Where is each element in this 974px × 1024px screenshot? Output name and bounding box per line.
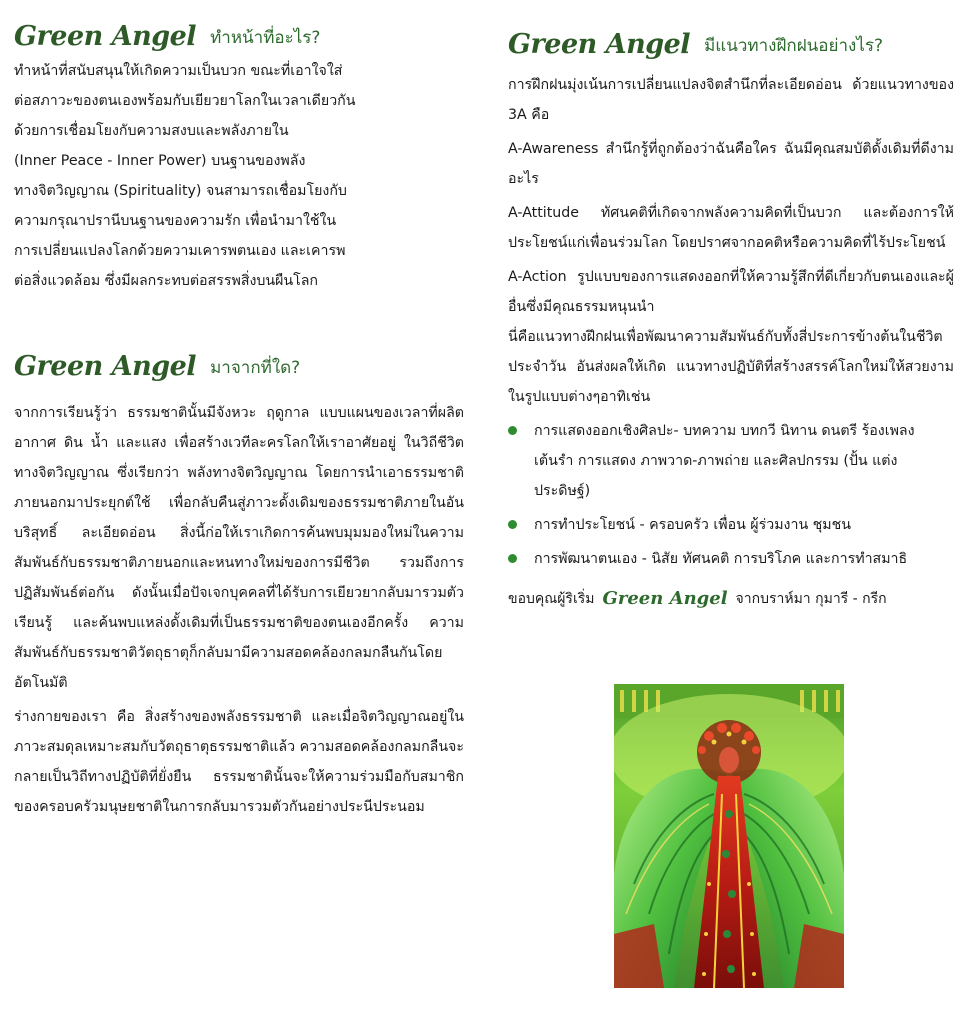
- thanks-suffix: จากบราห์มา กุมารี - กรีก: [735, 591, 887, 607]
- section-origin-para2: ร่างกายของเรา คือ สิ่งสร้างของพลังธรรมชาติ และเมื่อจิตวิญญาณอยู่ในภาวะสมดุลเหมาะสมกับวัตถุธาตุธรรมชาติแล้ว ความสอดคล้องกลมกลืนจะกลายเป็นวิถีทางปฏิบัติที่ยั่งยืน ธรรมชาตินั้นจะให้ความร่วมมือกับสมาชิกของครอบครัวมนุษยชาติในการกลับมารวมตัวกันอย่างประนีประนอม: [14, 709, 464, 815]
- section-origin-question: มาจากที่ใด?: [210, 357, 301, 378]
- practice-summary: นี่คือแนวทางฝึกฝนเพื่อพัฒนาความสัมพันธ์กับทั้งสี่ประการข้างต้นในชีวิตประจำวัน อันส่งผลให้เกิด แนวทางปฏิบัติที่สร้างสรรค์โลกใหม่ให้สวยงามในรูปแบบต่างๆอาทิเช่น: [508, 329, 954, 405]
- practice-attitude: A-Attitude ทัศนคติที่เกิดจากพลังความคิดที่เป็นบวก และต้องการให้ประโยชน์แก่เพื่อนร่วมโลก โดยปราศจากอคติหรือความคิดที่ไร้ประโยชน์: [508, 205, 954, 251]
- section-origin-para1: จากการเรียนรู้ว่า ธรรมชาตินั้นมีจังหวะ ฤดูกาล แบบแผนของเวลาที่ผลิต อากาศ ดิน น้ำ และแสง เพื่อสร้างเวทีละครโลกให้เราอาศัยอยู่ ในวิถีชีวิตทางจิตวิญญาณ ซึ่งเรียกว่า พลังทางจิตวิญญาณ โดยการนำเอาธรรมชาติภายนอกมาประยุกต์ใช้ เพื่อกลับคืนสู่ภาวะดั้งเดิมของธรรมชาติภายในอันบริสุทธิ์ ละเอียดอ่อน สิ่งนี้ก่อให้เราเกิดการค้นพบมุมมองใหม่ในความสัมพันธ์กับธรรมชาติภายนอกและหนทางใหม่ของการมีชีวิต รวมถึงการปฏิสัมพันธ์ต่อกัน ดังนั้นเมื่อปัจเจกบุคคลที่ได้รับการเยียวยากลับมารวมตัวเรียนรู้ และค้นพบแหล่งดั้งเดิมที่เป็นธรรมชาติของตนเองอีกครั้ง ความสัมพันธ์กับธรรมชาติวัตถุธาตุก็กลับมามีความสอดคล้องกลมกลืนกันโดยอัตโนมัติ: [14, 405, 464, 691]
- section-practice-question: มีแนวทางฝึกฝนอย่างไร?: [704, 35, 884, 56]
- section-what-body: [14, 56, 464, 296]
- body-line: (Inner Peace - Inner Power) บนฐานของพลัง: [14, 153, 306, 169]
- body-line: การเปลี่ยนแปลงโลกด้วยความเคารพตนเอง และเคารพ: [14, 243, 346, 259]
- right-column: [508, 0, 954, 608]
- practice-awareness: A-Awareness สำนึกรู้ที่ถูกต้องว่าฉันคือใคร ฉันมีคุณสมบัติดั้งเดิมที่ดีงามอะไร: [508, 141, 954, 187]
- left-column: [14, 0, 464, 822]
- practice-action: A-Action รูปแบบของการแสดงออกที่ให้ความรู้สึกที่ดีเกี่ยวกับตนเองและผู้อื่นซึ่งมีคุณธรรมหนุนนำ: [508, 269, 954, 315]
- thanks-prefix: ขอบคุณผู้ริเริ่ม: [508, 591, 595, 607]
- section-origin-heading: [14, 336, 464, 380]
- brand-logo: Green Angel: [14, 351, 197, 382]
- brand-logo-small: Green Angel: [602, 588, 728, 610]
- bullet-dot-icon: [508, 554, 517, 563]
- body-line: ทางจิตวิญญาณ (Spirituality) จนสามารถเชื่อมโยงกับ: [14, 183, 347, 199]
- body-line: ต่อสภาวะของตนเองพร้อมกับเยียวยาโลกในเวลาเดียวกัน: [14, 93, 356, 109]
- practice-intro: การฝึกฝนมุ่งเน้นการเปลี่ยนแปลงจิตสำนึกที่ละเอียดอ่อน ด้วยแนวทางของ 3A คือ: [508, 77, 954, 123]
- angel-painting: [614, 684, 844, 988]
- brand-logo: Green Angel: [14, 21, 197, 52]
- acknowledgement: [508, 590, 954, 608]
- list-item: การแสดงออกเชิงศิลปะ- บทความ บทกวี นิทาน ดนตรี ร้องเพลง เต้นรำ การแสดง ภาพวาด-ภาพถ่าย และศิลปกรรม (ปั้น แต่ง ประดิษฐ์): [508, 416, 954, 506]
- list-item: การพัฒนาตนเอง - นิสัย ทัศนคติ การบริโภค และการทำสมาธิ: [508, 544, 954, 574]
- body-line: ความกรุณาปรานีบนฐานของความรัก เพื่อนำมาใช้ใน: [14, 213, 337, 229]
- section-what-heading: [14, 6, 464, 50]
- section-what-question: ทำหน้าที่อะไร?: [210, 27, 321, 48]
- section-practice-heading: [508, 14, 954, 58]
- brand-logo: Green Angel: [508, 29, 691, 60]
- practice-list: [508, 416, 954, 574]
- body-line: ด้วยการเชื่อมโยงกับความสงบและพลังภายใน: [14, 123, 289, 139]
- bullet-dot-icon: [508, 520, 517, 529]
- body-line: ทำหน้าที่สนับสนุนให้เกิดความเป็นบวก ขณะที่เอาใจใส่: [14, 63, 343, 79]
- body-line: ต่อสิ่งแวดล้อม ซึ่งมีผลกระทบต่อสรรพสิ่งบนผืนโลก: [14, 273, 319, 289]
- bullet-dot-icon: [508, 426, 517, 435]
- list-item: การทำประโยชน์ - ครอบครัว เพื่อน ผู้ร่วมงาน ชุมชน: [508, 510, 954, 540]
